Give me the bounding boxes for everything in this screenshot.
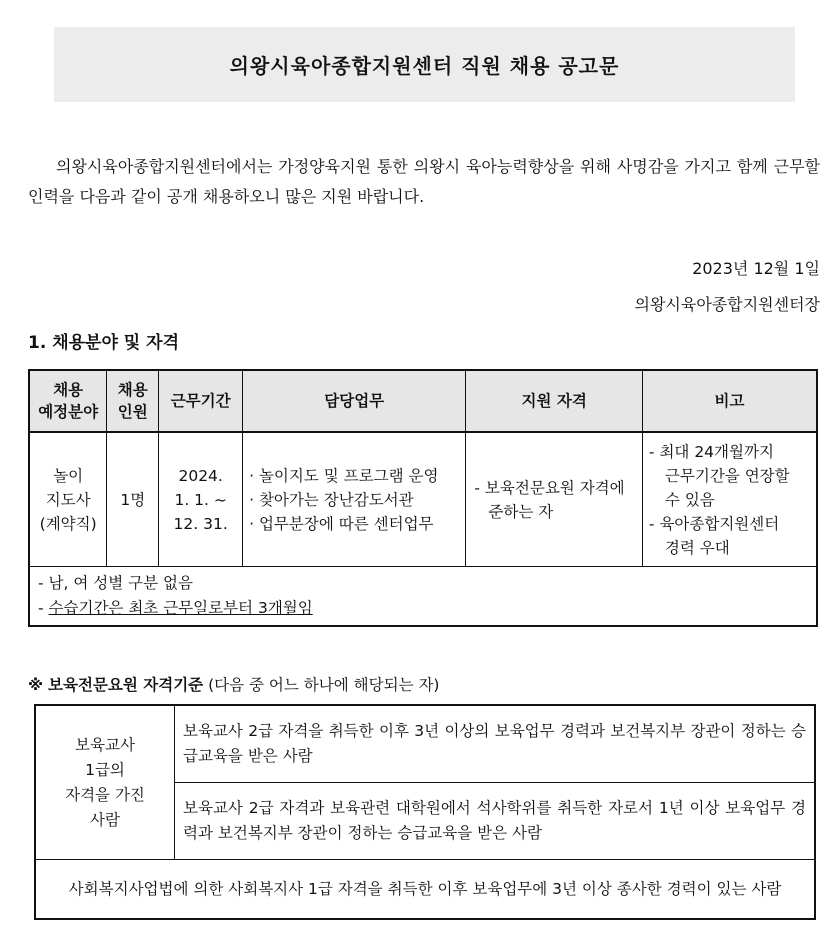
table-row [35,705,815,783]
note-probation: - 수습기간은 최초 근무일로부터 3개월임 [38,599,313,617]
announcement-date: 2023년 12월 1일 [692,259,820,278]
notes-row [29,567,817,627]
recruitment-table [28,369,818,627]
cell-remarks: - 최대 24개월까지 근무기간을 연장할 수 있음 - 육아종합지원센터 경력 우대 [642,432,817,567]
intro-paragraph: 의왕시육아종합지원센터에서는 가정양육지원 통한 의왕시 육아능력향상을 위해 사명감을 가지고 함께 근무할 인력을 다음과 같이 공개 채용하오니 많은 지원 바랍니다. [28,157,820,206]
criteria-item-2: 보육교사 2급 자격과 보육관련 대학원에서 석사학위를 취득한 자로서 1년 이상 보육업무 경력과 보건복지부 장관이 정하는 승급교육을 받은 사람 [175,783,816,860]
criteria-lead-cell: 보육교사 1급의 자격을 가진 사람 [35,705,175,860]
cell-qualification: - 보육전문요원 자격에 준하는 자 [466,432,643,567]
cell-duties: · 놀이지도 및 프로그램 운영 · 찾아가는 장난감도서관 · 업무분장에 따른 센터업무 [243,432,466,567]
note-gender: - 남, 여 성별 구분 없음 [38,574,193,592]
header-duties: 담당업무 [243,370,466,432]
table-row [35,860,815,920]
cell-count: 1명 [107,432,159,567]
section2-heading: ※ 보육전문요원 자격기준 (다음 중 어느 하나에 해당되는 자) [28,676,440,694]
header-count: 채용 인원 [107,370,159,432]
page-title: 의왕시육아종합지원센터 직원 채용 공고문 [54,27,795,102]
header-qualification: 지원 자격 [466,370,643,432]
table-header-row [29,370,817,432]
cell-period: 2024. 1. 1. ~ 12. 31. [159,432,243,567]
cell-field: 놀이 지도사 (계약직) [29,432,107,567]
issuer-name: 의왕시육아종합지원센터장 [634,295,820,314]
qualification-criteria-table [34,704,816,920]
criteria-item-3: 사회복지사업법에 의한 사회복지사 1급 자격을 취득한 이후 보육업무에 3년 이상 종사한 경력이 있는 사람 [35,860,815,920]
header-field: 채용 예정분야 [29,370,107,432]
notes-cell [29,567,817,627]
criteria-item-1: 보육교사 2급 자격을 취득한 이후 3년 이상의 보육업무 경력과 보건복지부 장관이 정하는 승급교육을 받은 사람 [175,705,816,783]
section1-heading: 1. 채용분야 및 자격 [28,333,179,353]
header-period: 근무기간 [159,370,243,432]
table-row [29,432,817,567]
header-remarks: 비고 [642,370,817,432]
